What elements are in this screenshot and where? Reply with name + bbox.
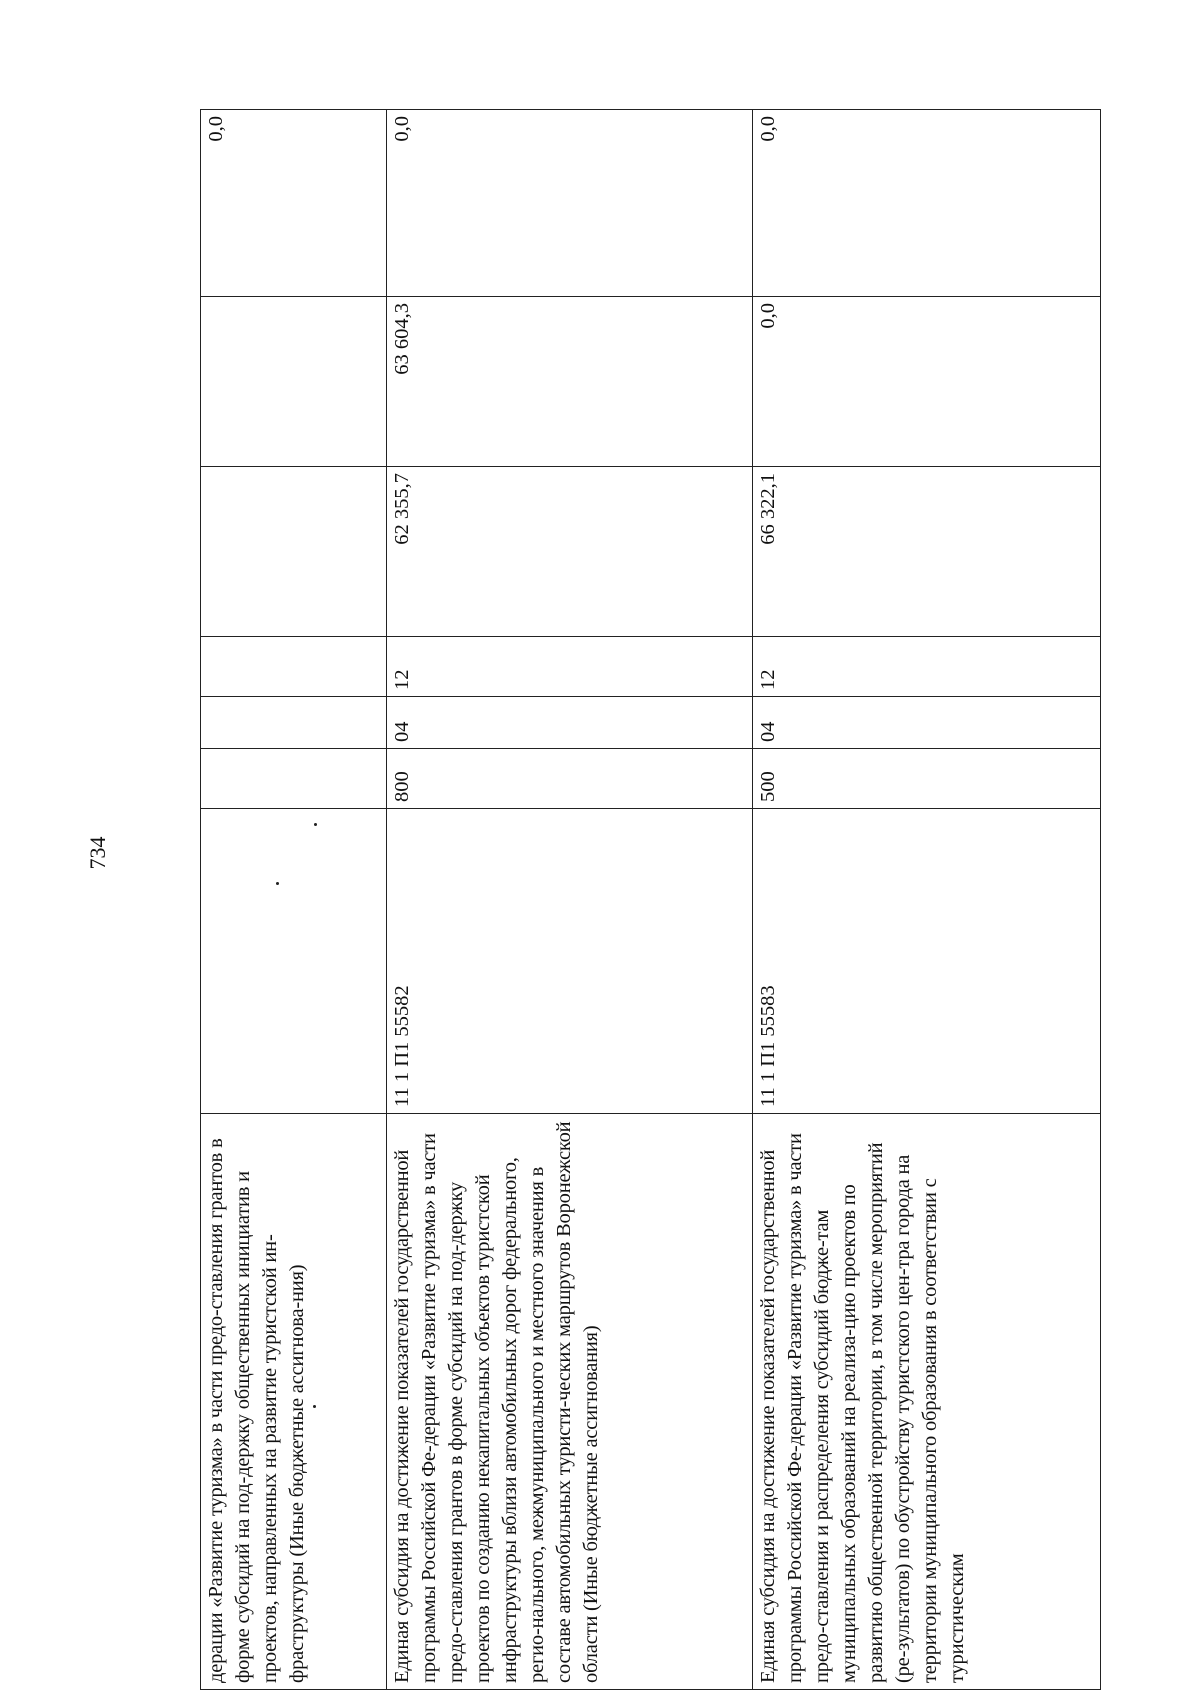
description-cell: дерации «Развитие туризма» в части предо-ставления грантов в форме субсидий на под-держку общественных инициатив и проектов, направленных на развитие туристской ин-фраструктуры (Иные бюджетные ассигнова-ния)	[201, 1114, 387, 1690]
amount-year3-cell: 0,0	[201, 110, 387, 297]
subsection-cell: 12	[387, 637, 753, 697]
target-article-cell	[201, 809, 387, 1114]
subsection-cell	[201, 637, 387, 697]
amount-year1-cell	[201, 467, 387, 637]
expense-type-cell	[201, 749, 387, 809]
section-cell: 04	[387, 697, 753, 749]
page-number: 734	[85, 836, 110, 870]
target-article-cell: 11 1 П1 55583	[753, 809, 1101, 1114]
amount-year1-cell: 62 355,7	[387, 467, 753, 637]
target-article-cell: 11 1 П1 55582	[387, 809, 753, 1114]
table-row	[387, 110, 753, 1690]
budget-table	[200, 109, 1101, 1690]
subsection-cell: 12	[753, 637, 1101, 697]
section-cell: 04	[753, 697, 1101, 749]
amount-year1-cell: 66 322,1	[753, 467, 1101, 637]
section-cell	[201, 697, 387, 749]
description-cell: Единая субсидия на достижение показателей государственной программы Российской Фе-дерации «Развитие туризма» в части предо-ставления грантов в форме субсидий на под-держку проектов по созданию некапитальных объектов туристской инфраструктуры вблизи автомобильных дорог федерального, регио-нального, межмуниципального и местного значения в составе автомобильных туристи-ческих маршрутов Воронежской области (Иные бюджетные ассигнования)	[387, 1114, 753, 1690]
expense-type-cell: 800	[387, 749, 753, 809]
expense-type-cell: 500	[753, 749, 1101, 809]
amount-year3-cell: 0,0	[753, 110, 1101, 297]
table-row	[753, 110, 1101, 1690]
amount-year3-cell: 0,0	[387, 110, 753, 297]
amount-year2-cell	[201, 297, 387, 467]
amount-year2-cell: 63 604,3	[387, 297, 753, 467]
description-cell: Единая субсидия на достижение показателей государственной программы Российской Фе-дерации «Развитие туризма» в части предо-ставления и распределения субсидий бюдже-там муниципальных образований на реализа-цию проектов по развитию общественной территории, в том числе мероприятий (ре-зультатов) по обустройству туристского цен-тра города на территории муниципального образования в соответствии с туристическим	[753, 1114, 1101, 1690]
table-row	[201, 110, 387, 1690]
rotated-table-container	[200, 110, 1100, 1690]
amount-year2-cell: 0,0	[753, 297, 1101, 467]
